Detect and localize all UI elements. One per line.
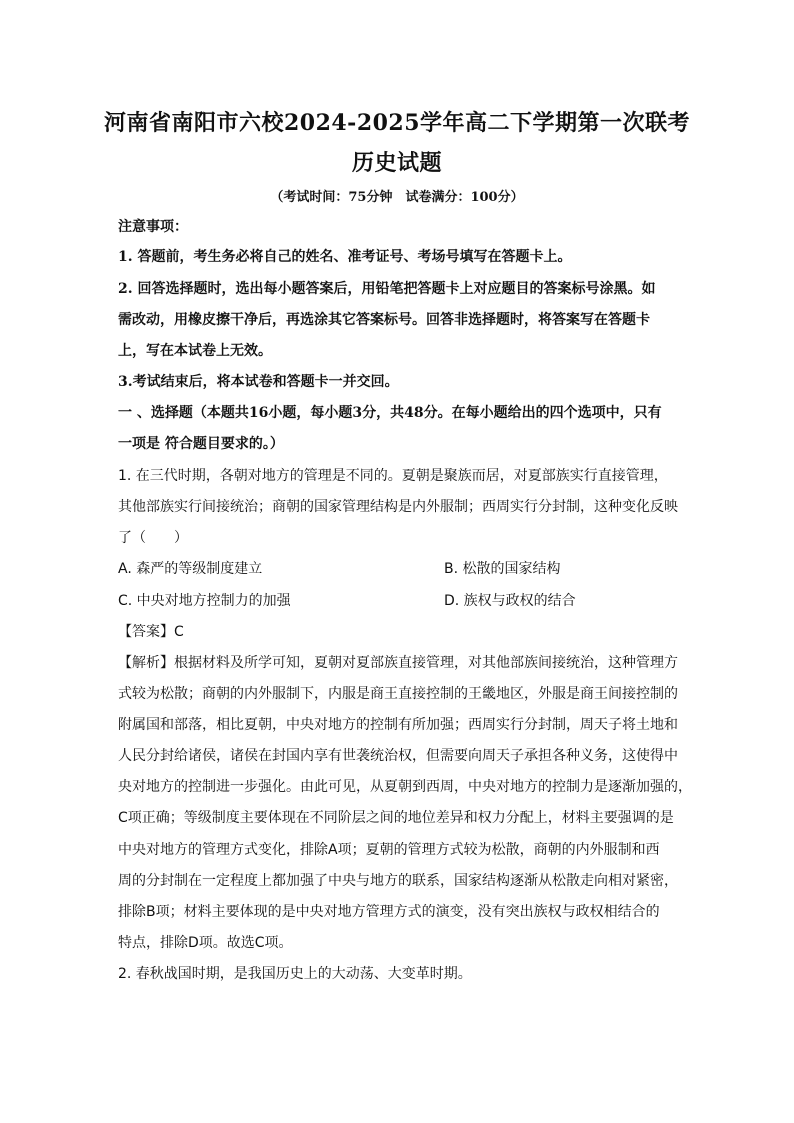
note-item: 需改动，用橡皮擦干净后，再选涂其它答案标号。回答非选择题时，将答案写在答题卡 xyxy=(118,312,650,328)
answer: 【答案】C xyxy=(118,624,184,640)
analysis-line: C项正确；等级制度主要体现在不同阶层之间的地位差异和权力分配上，材料主要强调的是 xyxy=(118,810,674,826)
question-1-stem: 1. 在三代时期，各朝对地方的管理是不同的。夏朝是聚族而居，对夏部族实行直接管理， xyxy=(118,468,668,484)
exam-title: 河南省南阳市六校2024-2025学年高二下学期第一次联考 xyxy=(103,110,691,136)
analysis-line: 人民分封给诸侯，诸侯在封国内享有世袭统治权，但需要向周天子承担各种义务，这使得中 xyxy=(118,748,678,764)
question-1-stem: 了（ ） xyxy=(118,530,188,546)
section-heading: 一 、选择题（本题共16小题，每小题3分，共48分。在每小题给出的四个选项中，只有 xyxy=(118,405,662,421)
analysis-line: 排除B项；材料主要体现的是中央对地方管理方式的演变，没有突出族权与政权相结合的 xyxy=(118,904,660,920)
analysis-line: 周的分封制在一定程度上都加强了中央与地方的联系，国家结构逐渐从松散走向相对紧密， xyxy=(118,873,678,889)
analysis-line: 特点，排除D项。故选C项。 xyxy=(118,935,293,951)
analysis-line: 央对地方的控制进一步强化。由此可见，从夏朝到西周，中央对地方的控制力是逐渐加强的， xyxy=(118,779,692,795)
note-item: 上，写在本试卷上无效。 xyxy=(118,343,272,359)
notes-heading: 注意事项： xyxy=(118,219,188,235)
option-d: D. 族权与政权的结合 xyxy=(444,593,576,609)
exam-info: （考试时间：75分钟 试卷满分：100分） xyxy=(270,190,524,205)
analysis-line: 中央对地方的管理方式变化，排除A项；夏朝的管理方式较为松散，商朝的内外服制和西 xyxy=(118,842,660,858)
analysis-line: 式较为松散；商朝的内外服制下，内服是商王直接控制的王畿地区，外服是商王间接控制的 xyxy=(118,686,678,702)
note-item: 1. 答题前，考生务必将自己的姓名、准考证号、考场号填写在答题卡上。 xyxy=(118,249,572,265)
option-a: A. 森严的等级制度建立 xyxy=(118,561,263,577)
option-c: C. 中央对地方控制力的加强 xyxy=(118,593,291,609)
note-item: 3.考试结束后，将本试卷和答题卡一并交回。 xyxy=(118,374,399,390)
question-2-stem: 2. 春秋战国时期，是我国历史上的大动荡、大变革时期。 xyxy=(118,966,472,982)
analysis-line: 【解析】根据材料及所学可知，夏朝对夏部族直接管理，对其他部族间接统治，这种管理方 xyxy=(118,655,678,671)
analysis-line: 附属国和部落，相比夏朝，中央对地方的控制有所加强；西周实行分封制，周天子将土地和 xyxy=(118,717,678,733)
question-1-stem: 其他部族实行间接统治；商朝的国家管理结构是内外服制；西周实行分封制，这种变化反映 xyxy=(118,499,678,515)
exam-subject: 历史试题 xyxy=(351,150,442,176)
option-b: B. 松散的国家结构 xyxy=(444,561,561,577)
section-heading-cont: 一项是 符合题目要求的。） xyxy=(118,436,284,452)
note-item: 2. 回答选择题时，选出每小题答案后，用铅笔把答题卡上对应题目的答案标号涂黑。如 xyxy=(118,281,656,297)
